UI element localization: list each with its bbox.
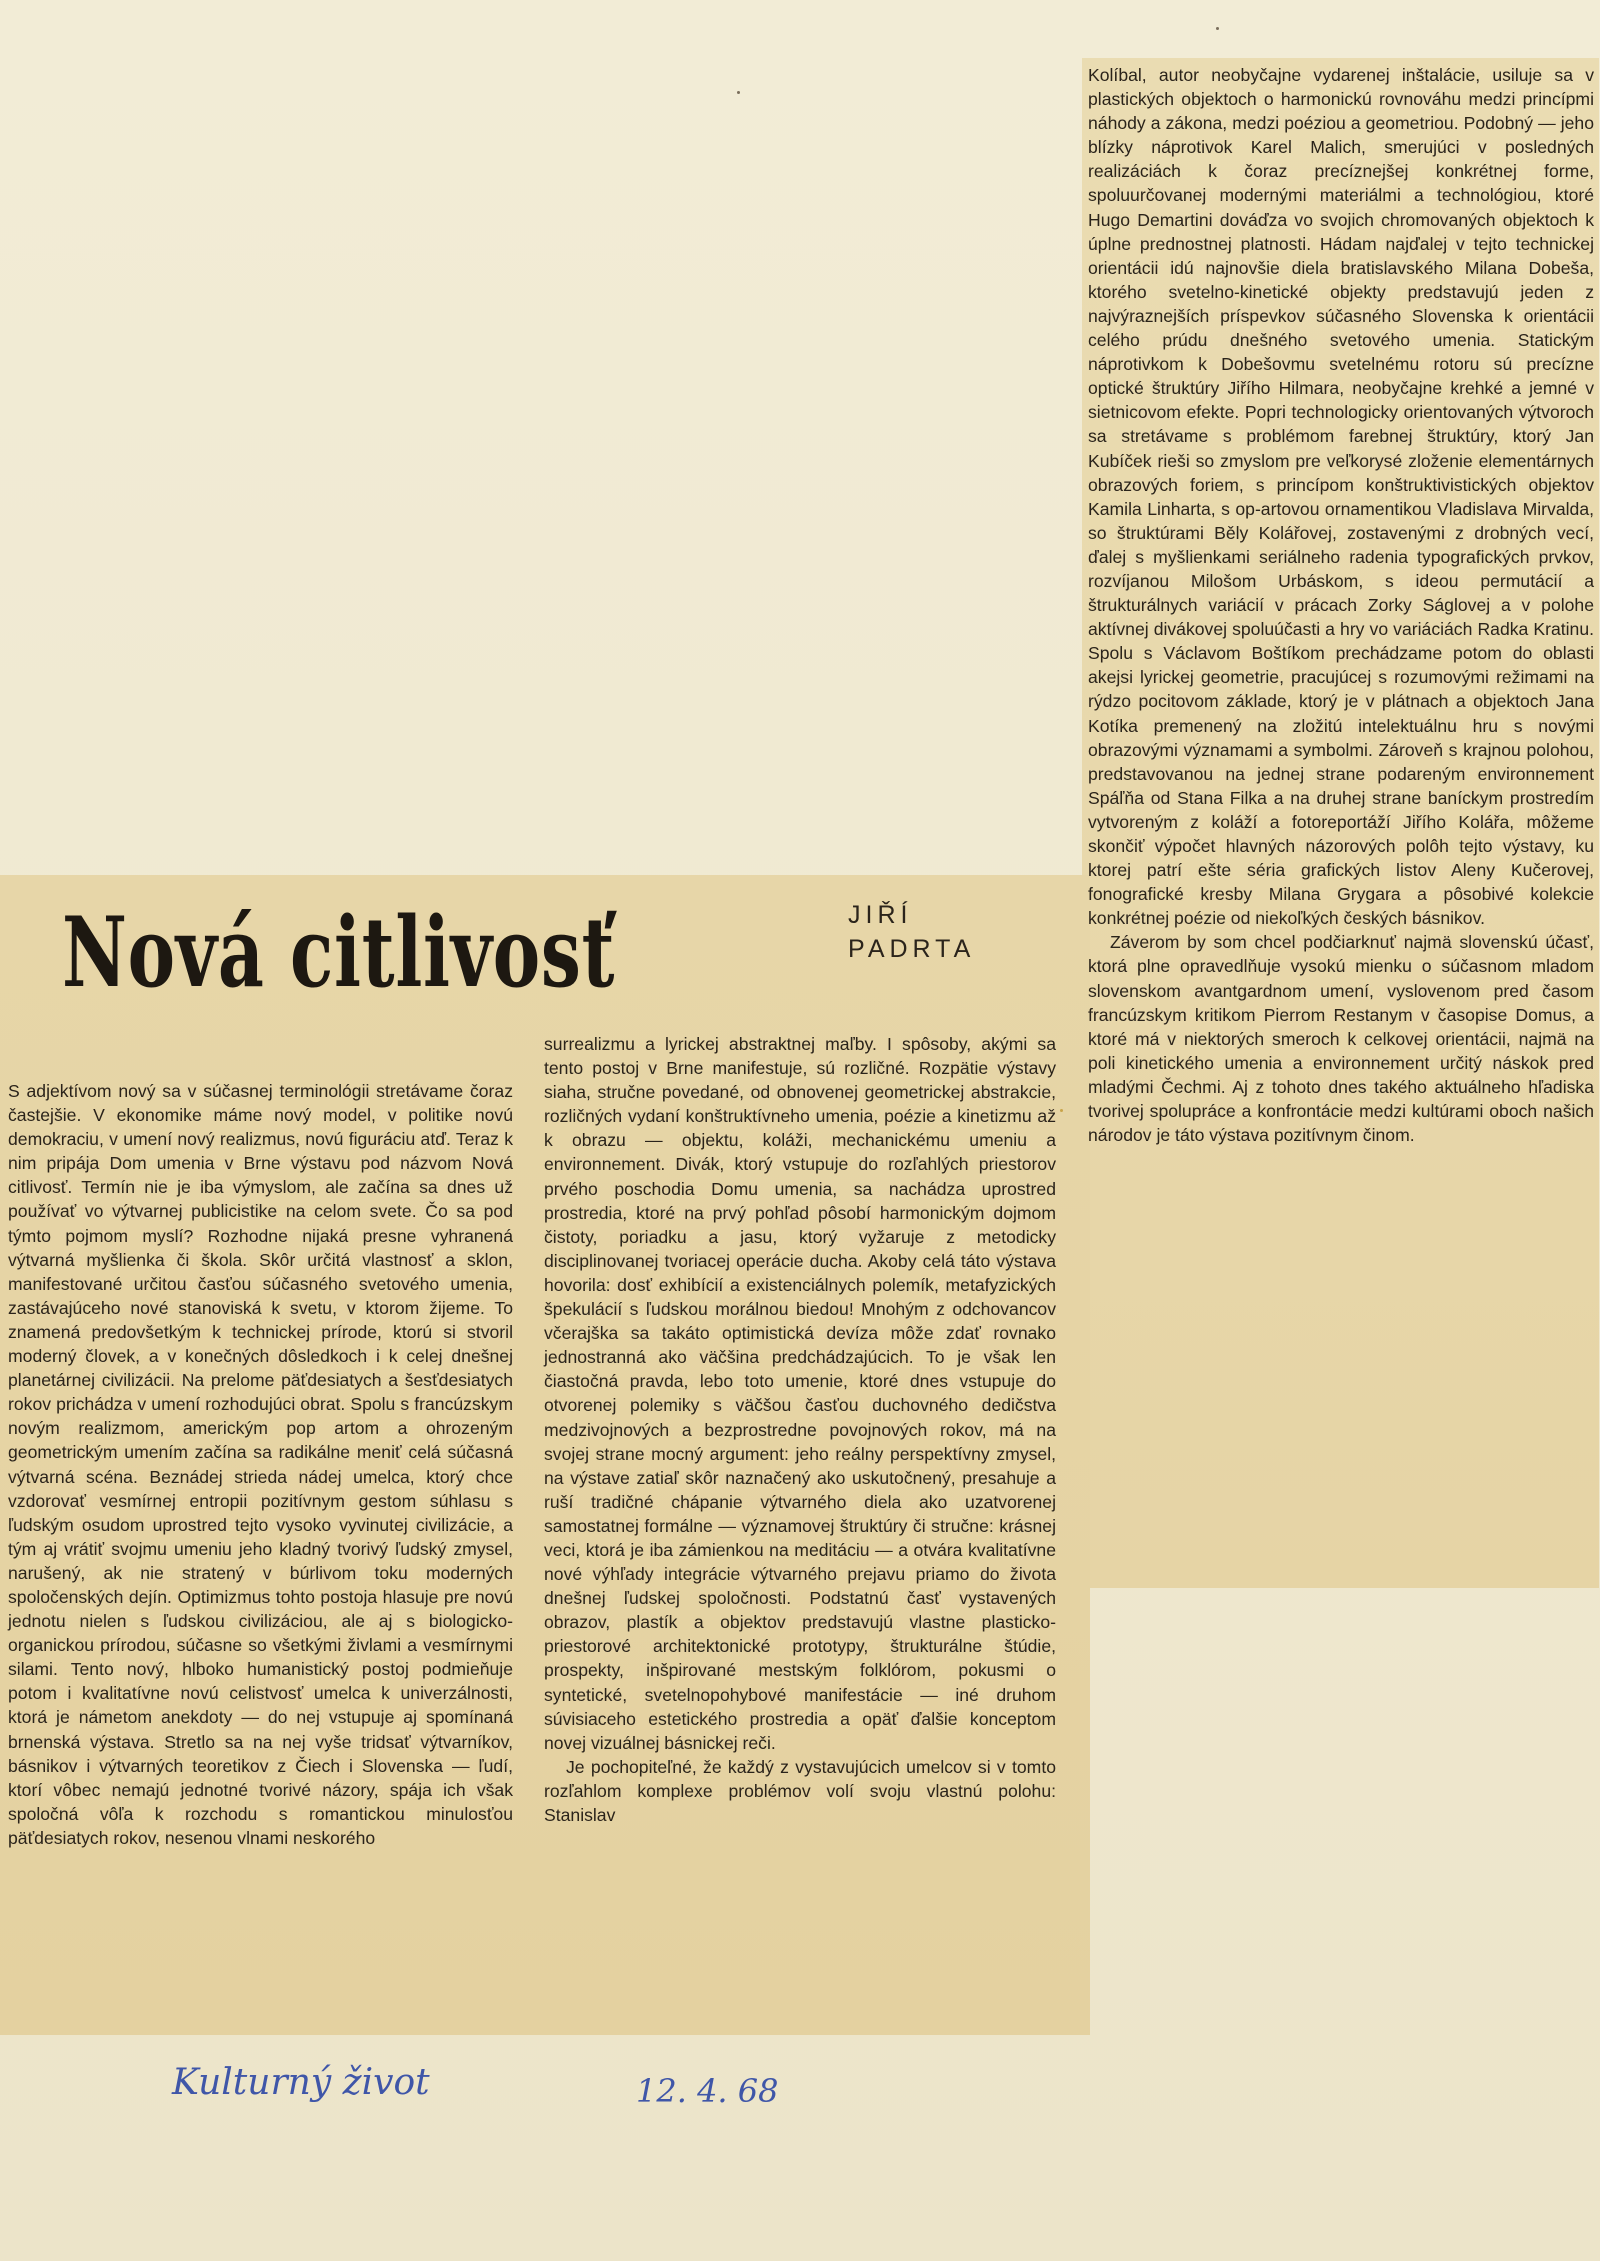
paragraph: Kolíbal, autor neobyčajne vydarenej inštalácie, usiluje sa v plastických objektoch o harmonickú rovnováhu medzi princípmi náhody a zákona, medzi poéziou a geometriou. Podobný — jeho blízky náprotivok Karel Malich, smerujúci v posledných realizáciách k čoraz precíznejšej konkrétnej forme, spoluurčovanej modernými materiálmi a technológiou, ktoré Hugo Demartini dováďza vo svojich chromovaných objektoch k úplne prednostnej platnosti. Hádam najďalej v tejto technickej orientácii idú najnovšie diela bratislavského Milana Dobeša, ktorého svetelno-kinetické objekty predstavujú jeden z najvýraznejších príspevkov súčasného Slovenska k orientácii celého prúdu dnešného svetového umenia. Statickým náprotivkom k Dobešovmu svetelnému rotoru sú precízne optické štruktúry Jiřího Hilmara, neobyčajne krehké a jemné v sietnicovom efekte. Popri technologicky orientovaných výtvoroch sa stretávame s problémom farebnej štruktúry, ktorý Jan Kubíček rieši so zmyslom pre veľkorysé zloženie elementárnych obrazových foriem, s princípom konštruktivistických objektov Kamila Linharta, s op-artovou ornamentikou Vladislava Mirvalda, so štruktúrami Běly Kolářovej, zostavenými z drobných vecí, ďalej s myšlienkami seriálneho radenia typografických prvkov, rozvíjanou Milošom Urbáskom, s ideou permutácií a štrukturálnych variácií v prácach Zorky Ságlovej a v polohe aktívnej divákovej spoluúčasti a hry vo variáciách Radka Kratinu. Spolu s Václavom Boštíkom prechádzame potom do oblasti akejsi lyrickej geometrie, pracujúcej s rozumovými režimami na rýdzo pocitovom základe, ktorý je v plátnach a objektoch Jana Kotíka premenený na zložitú intelektuálnu hru s novými obrazovými významami a symbolmi. Zároveň s krajnou polohou, predstavovanou na jednej strane podareným environnement Spáľňa od Stana Filka a na druhej strane baníckym prostredím vytvoreným z koláží a fotoreportáží Jiřího Kolářa, môžeme skončiť výpočet hlavných názorových polôh tejto výstavy, ku ktorej patrí ešte séria grafických listov Aleny Kučerovej, fonografické kresby Milana Grygara a pôsobivé kolekcie konkrétnej poézie od niekoľkých českých básnikov.	[1088, 65, 1594, 929]
article-author	[848, 898, 1018, 966]
paper-speck	[737, 91, 740, 94]
article-column-2	[544, 1032, 1056, 1827]
article-column-right	[1088, 63, 1594, 1147]
paragraph: surrealizmu a lyrickej abstraktnej maľby. I spôsoby, akými sa tento postoj v Brne manifestuje, sú rozličné. Rozpätie výstavy siaha, stručne povedané, od obnovenej geometrickej abstrakcie, rozličných vydaní konštruktívneho umenia, poézie a kinetizmu až k obrazu — objektu, koláži, mechanickému umeniu a environnement. Divák, ktorý vstupuje do rozľahlých priestorov prvého poschodia Domu umenia, sa nachádza uprostred prostredia, ktoré na prvý pohľad pôsobí harmonickým dojmom čistoty, poriadku a jasu, ktorý vyžaruje z metodicky disciplinovanej tvoriacej operácie ducha. Akoby celá táto výstava hovorila: dosť exhibícií a existenciálnych polemík, metafyzických špekulácií s ľudskou morálnou biedou! Mnohým z odchovancov včerajška sa takáto optimistická devíza môže zdať rovnako jednostranná ako väčšina predchádzajúcich. To je však len čiastočná pravda, lebo toto umenie, ktoré dnes vstupuje do otvorenej polemiky s väčšou časťou duchovného dedičstva medzivojnových a bezprostredne povojnových rokov, má na svojej strane mocný argument: jeho reálny perspektívny zmysel, na výstave zatiaľ skôr naznačený ako uskutočnený, presahuje a ruší tradičné chápanie výtvarného diela ako uzatvorenej samostatnej formálne — významovej štruktúry či stručne: krásnej veci, ktorá je iba zámienkou na meditáciu — a otvára kvalitatívne nové výhľady integrácie výtvarného prejavu priamo do života dnešnej ľudskej spoločnosti. Podstatnú časť vystavených obrazov, plastík a objektov predstavujú vlastne plasticko-priestorové architektonické prototypy, štrukturálne štúdie, prospekty, inšpirované mestským folklórom, pokusmi o syntetické, svetelnopohybové manifestácie — iné druhom súvisiaceho estetického prostredia a opäť ďalšie konceptom novej vizuálnej básnickej reči.	[544, 1034, 1056, 1753]
handwritten-date-note: 12. 4. 68	[636, 2072, 779, 2110]
paper-speck	[1216, 27, 1219, 30]
article-headline: Nová citlivosť	[62, 896, 616, 1009]
handwritten-source-note: Kulturný život	[172, 2062, 430, 2103]
paragraph: Záverom by som chcel podčiarknuť najmä slovenskú účasť, ktorá plne opravedlňuje vysokú mienku o súčasnom mladom slovenskom avantgardnom umení, vyslovenom pred časom francúzskym kritikom Pierrom Restanym v časopise Domus, a ktoré má v niektorých smeroch k celkovej orientácii, najmä na poli kinetického umenia a environnement určitý náskok pred mladými Čechmi. Aj z tohoto dnes takého aktuálneho hľadiska tvorivej spolupráce a konfrontácie medzi kultúrami oboch našich národov je táto výstava pozitívnym činom.	[1088, 932, 1594, 1146]
author-last-name: PADRTA	[848, 935, 976, 963]
article-column-1	[8, 1079, 513, 1850]
paragraph: S adjektívom nový sa v súčasnej terminológii stretávame čoraz častejšie. V ekonomike máme nový model, v politike novú demokraciu, v umení nový realizmus, novú figuráciu atď. Teraz k nim pripája Dom umenia v Brne výstavu pod názvom Nová citlivosť. Termín nie je iba výmyslom, ale začína sa dnes už používať vo výtvarnej publicistike na celom svete. Čo sa pod týmto pojmom myslí? Rozhodne nijaká presne vyhranená výtvarná myšlienka či škola. Skôr určitá vlastnosť a sklon, manifestované určitou časťou súčasného svetového umenia, zastávajúceho nové stanoviská k svetu, v ktorom žijeme. To znamená predovšetkým k technickej prírode, ktorú si stvoril moderný človek, a v konečných dôsledkoch i k celej dnešnej planetárnej civilizácii. Na prelome päťdesiatych a šesťdesiatych rokov prichádza v umení rozhodujúci obrat. Spolu s francúzskym novým realizmom, americkým pop artom a ohrozeným geometrickým umením začína sa radikálne meniť celá súčasná výtvarná scéna. Beznádej strieda nádej umelca, ktorý chce vzdorovať vesmírnej entropii pozitívnym gestom súhlasu s ľudským osudom uprostred tejto vysoko vyvinutej civilizácie, a tým aj vrátiť svojmu umeniu jeho kladný tvorivý ľudský zmysel, narušený, ak nie stratený v búrlivom toku moderných spoločenských dejín. Optimizmus tohto postoja hlasuje pre novú jednotu nielen s ľudskou civilizáciou, ale aj s biologicko-organickou prírodou, súčasne so všetkými živlami a vesmírnymi silami. Tento nový, hlboko humanistický postoj podmieňuje potom i kvalitatívne novú celistvosť umelca k univerzálnosti, ktorá je námetom anekdoty — do nej vstupuje aj spomínaná brnenská výstava. Stretlo sa na nej vyše tridsať výtvarníkov, básnikov i výtvarných teoretikov z Čiech i Slovenska — ľudí, ktorí vôbec nemajú jednotné tvorivé názory, spája ich však spoločná vôľa k rozchodu s romantickou minulosťou päťdesiatych rokov, nesenou vlnami neskorého	[8, 1081, 513, 1848]
author-first-name: JIŘÍ	[848, 901, 913, 929]
paper-speck	[1060, 1109, 1063, 1112]
paragraph: Je pochopiteľné, že každý z vystavujúcich umelcov si v tomto rozľahlom komplexe problémov volí svoju vlastnú polohu: Stanislav	[544, 1756, 1056, 1825]
